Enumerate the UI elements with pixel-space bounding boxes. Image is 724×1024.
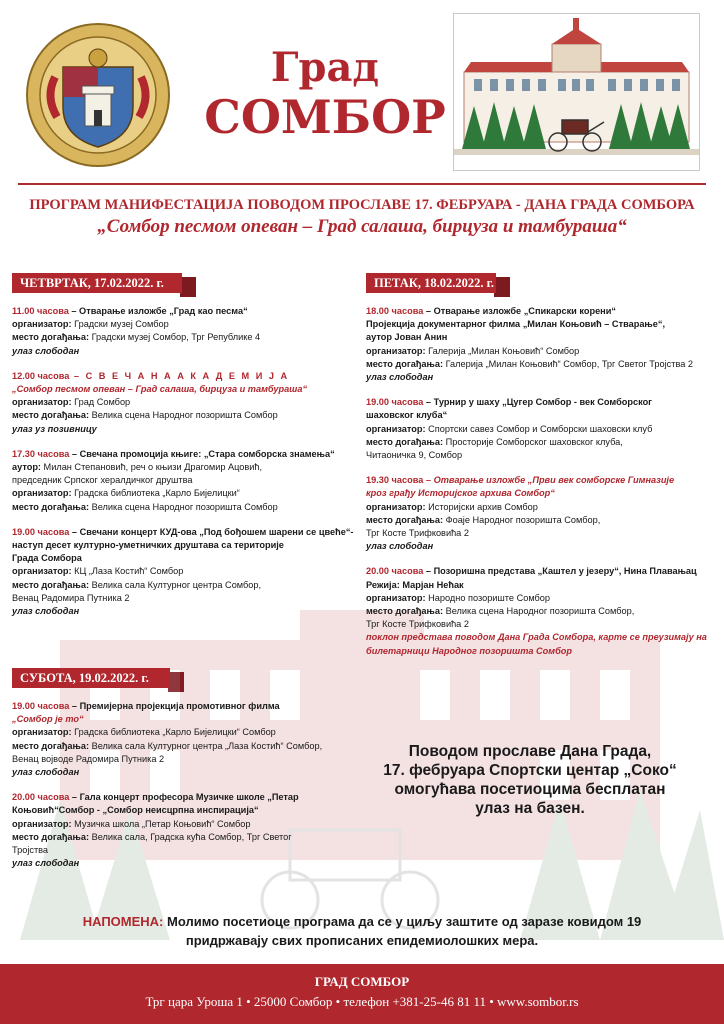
event-title-line [366,474,711,487]
event-item [12,448,357,514]
event-entry: улаз слободан [366,372,434,383]
event-title-line [366,396,711,409]
day-banner-saturday: СУБОТА, 19.02.2022. г. [12,668,170,688]
event-entry: улаз уз позивницу [12,423,97,434]
event-time: 19.00 часова [12,526,70,537]
event-entry: улаз слободан [12,606,80,617]
event-title-line [12,370,357,383]
event-item [12,700,357,779]
event-time: 18.00 часова [366,306,424,316]
event-entry: улаз слободан [366,541,434,552]
event-subtitle: „Сомбор песмом опеван – Град салаша, бирцуза и тамбураша“ [12,384,308,395]
event-title-line [366,305,711,318]
event-venue: место догађања: Велика сцена Народног позоришта Сомбор [12,410,278,421]
event-venue-extra: Трг Косте Трифковића 2 [366,528,469,539]
event-venue: место догађања: Фоаје Народног позоришта Сомбор, [366,514,601,525]
event-item [366,565,711,657]
event-venue: место догађања: Велика сцена Народног позоришта Сомбор [12,501,278,512]
event-time: 19.00 часова [12,701,70,711]
covid-warning [20,912,704,950]
event-item [366,474,711,553]
event-venue-extra: Читаоничка 9, Сомбор [366,450,463,461]
event-organizer: организатор: Музичка школа „Петар Коњовић“ Сомбор [12,818,251,829]
event-organizer: организатор: Градска библиотека „Карло Бијелицки“ [12,488,240,499]
event-item [366,305,711,384]
event-organizer: организатор: Градски музеј Сомбор [12,319,169,330]
event-venue: место догађања: Градски музеј Сомбор, Трг Републике 4 [12,332,261,343]
event-item [366,396,711,462]
event-title-extra: аутор Јован Анин [366,332,448,343]
event-item [12,370,357,436]
pool-note-line: Поводом прославе Дана Града, [408,743,652,760]
event-title-extra: Пројекција документарног филма „Милан Коњовић – Стварање“, [366,319,666,330]
title-line-2: СОМБОР [204,90,446,144]
day-banner-friday: ПЕТАК, 18.02.2022. г. [366,273,496,293]
event-title: – Отварање изложбе „Спикарски корени“ [423,306,616,316]
event-organizer: организатор: Град Сомбор [12,397,131,408]
event-title: – Отварање изложбе „Први век сомборске Гимназије [423,475,675,486]
footer-title: ГРАД СОМБОР [314,974,410,989]
city-title [200,45,450,143]
event-organizer: организатор: Историјски архив Сомбор [366,501,538,512]
event-title-extra: кроз грађу Историјског архива Сомбор“ [366,488,555,499]
event-venue-extra: Венац војводе Радомира Путника 2 [12,753,165,764]
event-title-extra: шаховског клуба“ [366,410,448,421]
event-organizer: организатор: Галерија „Милан Коњовић“ Сомбор [366,345,580,356]
saturday-column [12,700,357,882]
footer-contact-info: Трг цара Уроша 1 • 25000 Сомбор • телефон +381-25-46 81 11 • www.sombor.rs [145,994,579,1009]
event-entry: улаз слободан [12,858,80,869]
event-venue: место догађања: Галерија „Милан Коњовић“ Сомбор, Трг Светог Тројства 2 [366,358,693,369]
event-time: 20.00 часова [366,566,424,577]
event-venue-extra: Венац Радомира Путника 2 [12,592,130,603]
event-title: – Свечана промоција књиге: „Стара сомборска знамења“ [69,448,335,459]
event-title: – Отварање изложбе „Град као песма“ [68,306,248,316]
friday-column [366,305,711,670]
event-entry: улаз слободан [12,345,80,356]
event-title-extra: наступ десет културно-уметничких друштава са територије [12,540,284,551]
footer [0,964,724,1024]
event-organizer: организатор: Спортски савез Сомбор и Сомборски шаховски клуб [366,423,653,434]
event-title-line [12,305,357,318]
event-title: – Гала концерт професора Музичке школе „Петар [69,792,299,803]
event-venue: место догађања: Велика сцена Народног позоришта Сомбор, [366,606,635,617]
city-hall-illustration [453,13,700,171]
event-title-line [12,791,357,804]
event-time: 19.00 часова [366,397,424,408]
event-title: – Турнир у шаху „Цугер Сомбор - век Сомборског [423,397,653,408]
event-title: – Свечани концерт КУД-ова „Под бођошем шарени се цвеће“- [69,526,354,537]
event-time: 12.00 часова [12,370,70,381]
event-title-line [12,700,357,713]
event-time: 19.30 часова [366,475,424,486]
event-entry: улаз слободан [12,767,80,778]
event-organizer: организатор: КЦ „Лаза Костић“ Сомбор [12,566,184,577]
warning-label: НАПОМЕНА: [82,914,164,929]
event-time: 20.00 часова [12,792,70,803]
event-title-line [12,526,357,539]
pool-note-line: омогућава посетиоцима бесплатан [394,781,666,798]
event-note: поклон представа поводом Дана Града Сомбора, карте се преузимају на билетарници Народног позоришта Сомбор [366,632,707,656]
event-organizer: организатор: Градска библиотека „Карло Бијелицки“ Сомбор [12,727,276,738]
event-organizer: организатор: Народно позориште Сомбор [366,592,551,603]
pool-note-line: 17. фебруара Спортски центар „Соко“ [383,762,677,779]
event-venue: место догађања: Велика сала Културног центра „Лаза Костић“ Сомбор, [12,740,323,751]
event-item [12,791,357,870]
city-seal-icon [25,22,171,168]
event-time: 11.00 часова [12,306,69,316]
pool-free-entry-note [360,742,700,818]
event-title-extra: Коњовић“Сомбор - „Сомбор неисцрпна инспирација“ [12,805,259,816]
event-venue-extra: Трг Косте Трифковића 2 [366,619,469,630]
title-line-1: Град [270,44,380,91]
event-subtitle: „Сомбор је то“ [12,714,84,725]
event-item [12,526,357,618]
event-title: – Позоришна представа „Каштел у језеру“, Нина Плавањац [423,566,697,577]
event-venue-extra: Тројства [12,845,49,856]
event-director: Режија: Марјан Нећак [366,579,464,590]
warning-text: Молимо посетиоце програма да се у циљу заштите од заразе ковидом 19 [163,914,642,929]
event-title-line [366,565,711,578]
event-venue: место догађања: Велика сала Културног центра Сомбор, [12,579,262,590]
event-title: – Премијерна пројекција промотивног филма [69,701,280,711]
thursday-column [12,305,357,630]
day-banner-thursday: ЧЕТВРТАК, 17.02.2022. г. [12,273,182,293]
motto: „Сомбор песмом опеван – Град салаша, бирцуза и тамбураша“ [97,216,627,237]
event-venue: место догађања: Просторије Сомборског шаховског клуба, [366,436,623,447]
pool-note-line: улаз на базен. [475,800,585,817]
program-heading: ПРОГРАМ МАНИФЕСТАЦИЈА ПОВОДОМ ПРОСЛАВЕ 17. ФЕБРУАРА - ДАНА ГРАДА СОМБОРА [29,197,695,213]
event-venue: место догађања: Велика сала, Градска кућа Сомбор, Трг Светог [12,831,292,842]
event-title-line [12,448,357,461]
event-title: – С В Е Ч А Н А А К А Д Е М И Ј А [69,370,290,381]
warning-text-line2: придржавају свих прописаних епидемиолошких мера. [185,933,539,948]
header-divider-top [18,183,706,185]
event-title-extra: Града Сомбора [12,553,82,564]
event-item [12,305,357,358]
event-author-extra: председник Српског хералдичког друштва [12,475,193,486]
event-time: 17.30 часова [12,448,70,459]
event-author: аутор: Милан Степановић, реч о књизи Драгомир Ацовић, [12,462,263,473]
